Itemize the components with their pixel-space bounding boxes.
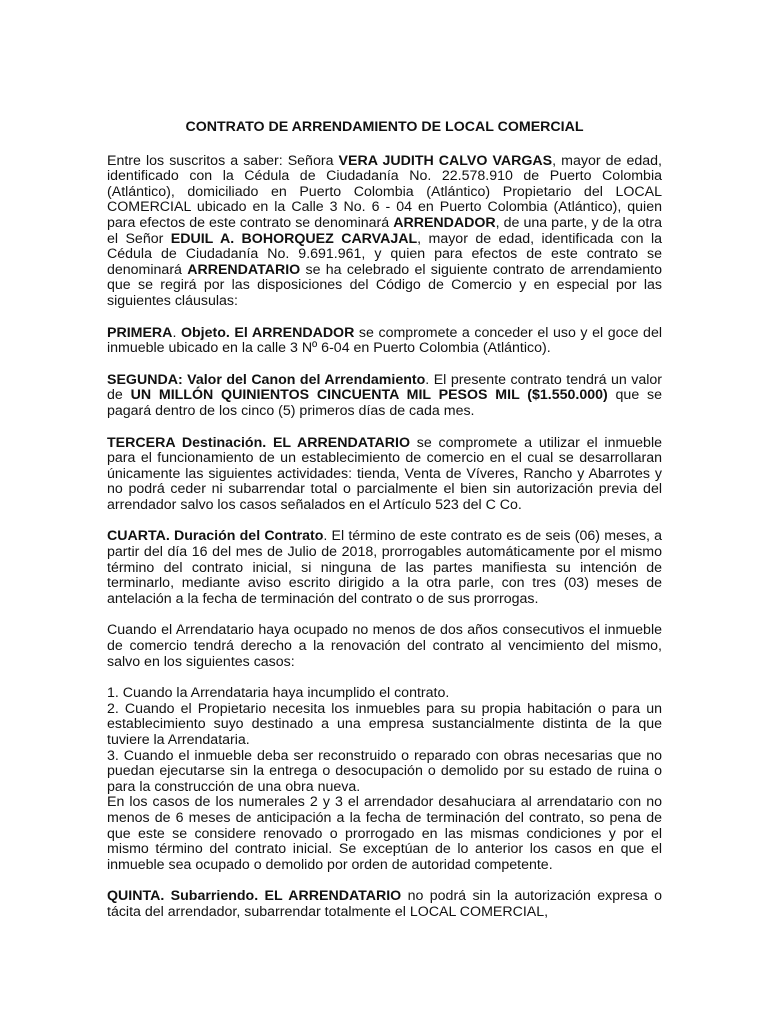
- arrendador-name: VERA JUDITH CALVO VARGAS: [338, 152, 553, 169]
- intro-paragraph: [107, 154, 662, 310]
- clause-cuarta: [107, 529, 662, 607]
- clause-heading: CUARTA. Duración del Contrato: [107, 528, 324, 545]
- caso-item-3: 3. Cuando el inmueble deba ser reconstruido o reparado con obras necesarias que no puedan ejecutarse sin la entrega o desocupación o demolido por su estado de ruina o para la construcción de una obra nueva.: [107, 747, 662, 795]
- renovacion-paragraph: Cuando el Arrendatario haya ocupado no menos de dos años consecutivos el inmueble de comercio tendrá derecho a la renovación del contrato al vencimiento del mismo, salvo en los siguientes casos:: [107, 622, 662, 670]
- arrendatario-term: ARRENDATARIO: [187, 261, 301, 278]
- intro-text: , mayor de edad, identificado con la Cédula de Ciudadanía No. 22.578.910 de Puerto Colombia (Atlántico), domiciliado en Puerto Colombia (Atlántico) Propietario del LOCAL COMERCIAL ubicado en la Calle 3 No. 6 - 04 en Puerto Colombia (Atlántico), quien para efectos de este contrato se denominará: [107, 152, 662, 231]
- clause-quinta: [107, 889, 662, 920]
- document-page: [107, 120, 662, 937]
- clause-text: .: [172, 324, 181, 341]
- clause-text: . El término de este contrato es de seis (06) meses, a partir del día 16 del mes de Julio de 2018, prorrogables automáticamente por el mismo término del contrato inicial, si ninguna de las partes manifiesta su intención de terminarlo, mediante aviso escrito dirigido a la otra parle, con tres (03) meses de antelación a la fecha de terminación del contrato o de sus prorrogas.: [107, 528, 662, 607]
- clause-heading: PRIMERA: [107, 324, 173, 341]
- clause-heading: QUINTA. Subarriendo. EL ARRENDATARIO: [107, 888, 402, 905]
- clause-text: se compromete a conceder el uso y el goce del inmueble ubicado en la calle 3 Nº 6-04 en Puerto Colombia (Atlántico).: [107, 324, 662, 357]
- clause-tercera: [107, 436, 662, 514]
- intro-text: , de una parte, y de la otra el Señor: [107, 214, 662, 247]
- clause-text: no podrá sin la autorización expresa o tácita del arrendador, subarrendar totalmente el LOCAL COMERCIAL,: [107, 888, 663, 920]
- clause-heading: TERCERA Destinación. EL ARRENDATARIO: [107, 434, 411, 451]
- caso-item-2: 2. Cuando el Propietario necesita los inmuebles para su propia habitación o para un establecimiento suyo destinado a una empresa sustancialmente distinta de la que tuviere la Arrendataria.: [107, 700, 662, 748]
- intro-text: Entre los suscritos a saber: Señora: [107, 152, 339, 169]
- casos-note: En los casos de los numerales 2 y 3 el arrendador desahuciara al arrendatario con no menos de 6 meses de anticipación a la fecha de terminación del contrato, so pena de que este se considere renovado o prorrogado en las mismas condiciones y por el mismo término del contrato inicial. Se exceptúan de lo anterior los casos en que el inmueble sea ocupado o demolido por orden de autoridad competente.: [107, 794, 662, 873]
- clause-segunda: [107, 373, 662, 420]
- clause-text: se compromete a utilizar el inmueble para el funcionamiento de un establecimiento de comercio en el cual se desarrollaran únicamente las siguientes actividades: tienda, Venta de Víveres, Rancho y Abarrotes y no podrá ceder ni subarrendar total o parcialmente el bien sin autorización previa del arrendador salvo los casos señalados en el Artículo 523 del C Co.: [107, 434, 662, 513]
- caso-item-1: 1. Cuando la Arrendataria haya incumplido el contrato.: [107, 685, 450, 702]
- intro-text: se ha celebrado el siguiente contrato de arrendamiento que se regirá por las disposiciones del Código de Comercio y en especial por las siguientes cláusulas:: [107, 261, 662, 309]
- clause-heading: SEGUNDA: Valor del Canon del Arrendamiento: [107, 371, 426, 388]
- arrendatario-name: EDUIL A. BOHORQUEZ CARVAJAL: [170, 230, 418, 247]
- clause-primera: [107, 326, 662, 357]
- clause-heading: Objeto. El ARRENDADOR: [180, 324, 355, 341]
- clause-text: que se pagará dentro de los cinco (5) primeros días de cada mes.: [107, 387, 662, 419]
- arrendador-term: ARRENDADOR: [393, 214, 496, 231]
- intro-text: , mayor de edad, identificada con la Cédula de Ciudadanía No. 9.691.961, y quien para efectos de este contrato se denominará: [107, 230, 662, 278]
- canon-amount: UN MILLÓN QUINIENTOS CINCUENTA MIL PESOS MIL ($1.550.000): [130, 387, 608, 404]
- clause-text: . El presente contrato tendrá un valor de: [107, 371, 662, 404]
- document-title: CONTRATO DE ARRENDAMIENTO DE LOCAL COMERCIAL: [185, 119, 584, 135]
